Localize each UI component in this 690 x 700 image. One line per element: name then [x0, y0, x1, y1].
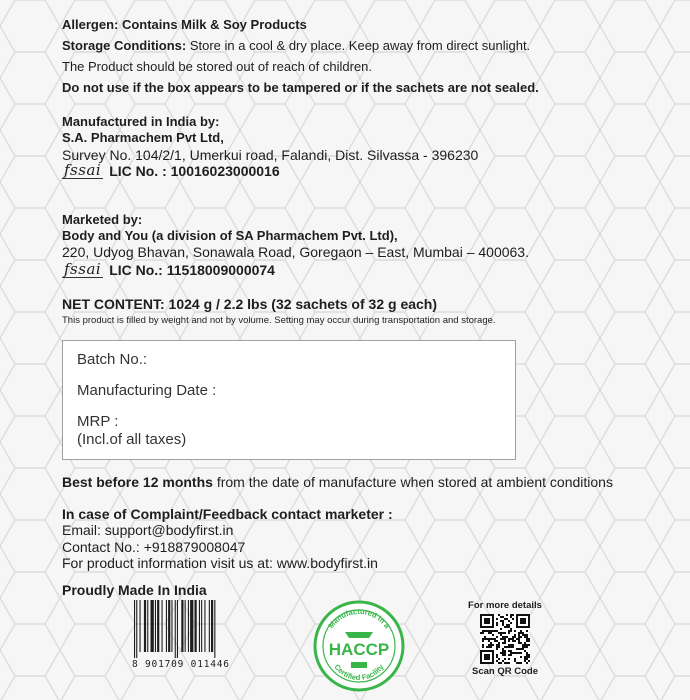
manufacturer-license [62, 163, 280, 179]
qr-module [524, 644, 526, 646]
barcode-bar [201, 600, 202, 652]
haccp-top-text: Manufactured in a [326, 606, 392, 631]
qr-module [490, 638, 492, 640]
qr-module [484, 630, 486, 632]
qr-module [510, 650, 512, 652]
qr-module [498, 646, 500, 648]
qr-module [506, 614, 508, 616]
qr-module [504, 658, 506, 660]
qr-module [506, 662, 508, 664]
qr-module [490, 646, 492, 648]
batch-info-box [62, 340, 516, 460]
qr-module [518, 640, 520, 642]
qr-module [526, 640, 528, 642]
net-content: NET CONTENT: 1024 g / 2.2 lbs (32 sachets of 32 g each) [62, 296, 438, 312]
qr-module [490, 632, 492, 634]
barcode-bar [181, 600, 183, 652]
barcode-number: 8 901709 011446 [132, 659, 230, 670]
qr-module [526, 654, 528, 656]
qr-module [496, 644, 498, 646]
storage-label: Storage Conditions: [62, 38, 187, 53]
haccp-seal-graphic [313, 600, 405, 692]
qr-module [510, 630, 512, 632]
qr-module [504, 632, 506, 634]
barcode-bar [162, 600, 163, 652]
manufacturing-date-label: Manufacturing Date : [77, 382, 217, 399]
contact-phone: Contact No.: +918879008047 [62, 539, 246, 555]
haccp-bottom-text: Certified Facility [332, 662, 386, 683]
qr-module [502, 648, 504, 650]
marketer-lic-number: LIC No.: 11518009000074 [109, 262, 275, 278]
qr-module [508, 632, 510, 634]
barcode-bar [195, 600, 197, 652]
qr-module [504, 646, 506, 648]
qr-module [514, 640, 516, 642]
qr-module [484, 638, 486, 640]
qr-module [502, 654, 504, 656]
qr-module [518, 638, 520, 640]
qr-module [514, 630, 516, 632]
qr-module [494, 640, 496, 642]
qr-module [520, 632, 522, 634]
qr-module [496, 654, 498, 656]
qr-module [496, 618, 498, 620]
qr-module [504, 642, 506, 644]
qr-module [500, 638, 502, 640]
qr-module [526, 644, 528, 646]
qr-module [520, 648, 522, 650]
qr-module [508, 654, 510, 656]
qr-module [526, 646, 528, 648]
qr-caption-bottom: Scan QR Code [472, 666, 538, 677]
qr-module [496, 656, 498, 658]
marketer-address: 220, Udyog Bhavan, Sonawala Road, Goregaon – East, Mumbai – 400063. [62, 244, 529, 260]
qr-module [488, 630, 490, 632]
qr-finder-center [520, 618, 526, 624]
qr-module [518, 652, 520, 654]
qr-module [518, 634, 520, 636]
qr-module [502, 616, 504, 618]
qr-module [508, 626, 510, 628]
qr-module [508, 658, 510, 660]
qr-module [528, 644, 530, 646]
qr-module [528, 660, 530, 662]
qr-module [482, 630, 484, 632]
qr-module [498, 642, 500, 644]
qr-module [524, 646, 526, 648]
qr-module [500, 616, 502, 618]
qr-module [512, 644, 514, 646]
qr-module [482, 632, 484, 634]
qr-module [502, 622, 504, 624]
qr-module [490, 630, 492, 632]
qr-module [516, 648, 518, 650]
qr-module [496, 622, 498, 624]
qr-code[interactable] [480, 614, 530, 664]
qr-module [510, 638, 512, 640]
barcode-bar [177, 600, 178, 658]
barcode-bar [144, 600, 146, 652]
made-in-india: Proudly Made In India [62, 582, 207, 598]
qr-module [528, 656, 530, 658]
qr-module [506, 624, 508, 626]
qr-module [516, 662, 518, 664]
qr-module [498, 662, 500, 664]
qr-module [502, 660, 504, 662]
allergen-text: Allergen: Contains Milk & Soy Products [62, 17, 307, 32]
barcode-bar [171, 600, 172, 652]
qr-module [500, 652, 502, 654]
qr-module [526, 634, 528, 636]
batch-number-label: Batch No.: [77, 351, 148, 368]
barcode-bar [199, 600, 200, 652]
qr-module [486, 646, 488, 648]
qr-module [514, 634, 516, 636]
storage-text: Store in a cool & dry place. Keep away from direct sunlight. [186, 38, 531, 53]
qr-module [510, 614, 512, 616]
qr-module [508, 646, 510, 648]
best-before-rest: from the date of manufacture when stored at ambient conditions [212, 474, 613, 490]
qr-module [498, 614, 500, 616]
qr-module [508, 630, 510, 632]
qr-module [512, 652, 514, 654]
qr-module [514, 660, 516, 662]
qr-module [488, 638, 490, 640]
barcode-bar [214, 600, 215, 658]
qr-module [510, 644, 512, 646]
qr-module [502, 652, 504, 654]
qr-module [496, 636, 498, 638]
best-before-line [62, 474, 613, 490]
haccp-seal [313, 600, 405, 692]
contact-heading: In case of Complaint/Feedback contact marketer : [62, 506, 393, 522]
qr-module [522, 646, 524, 648]
qr-module [508, 638, 510, 640]
qr-module [526, 638, 528, 640]
contact-email: Email: support@bodyfirst.in [62, 522, 234, 538]
qr-module [482, 644, 484, 646]
barcode-bar [166, 600, 167, 652]
qr-module [506, 626, 508, 628]
qr-module [520, 662, 522, 664]
qr-module [496, 640, 498, 642]
barcode-bar [190, 600, 193, 652]
qr-module [494, 630, 496, 632]
qr-module [508, 650, 510, 652]
barcode-bar [211, 600, 213, 652]
barcode-bars [132, 600, 250, 658]
qr-module [528, 654, 530, 656]
qr-module [524, 658, 526, 660]
qr-module [514, 636, 516, 638]
barcode-bar [204, 600, 205, 652]
fssai-logo: fssai [64, 260, 102, 278]
manufacturer-heading: Manufactured in India by: [62, 114, 220, 129]
qr-module [516, 638, 518, 640]
qr-module [492, 634, 494, 636]
mrp-tax-note: (Incl.of all taxes) [77, 431, 187, 448]
manufacturer-address: Survey No. 104/2/1, Umerkui road, Falandi, Dist. Silvassa - 396230 [62, 147, 479, 163]
storage-line [62, 38, 530, 54]
qr-module [504, 636, 506, 638]
qr-module [520, 652, 522, 654]
qr-module [504, 662, 506, 664]
qr-module [488, 640, 490, 642]
qr-module [496, 630, 498, 632]
qr-module [492, 630, 494, 632]
qr-module [502, 620, 504, 622]
qr-module [524, 656, 526, 658]
qr-module [496, 648, 498, 650]
qr-module [496, 646, 498, 648]
marketer-heading: Marketed by: [62, 212, 143, 227]
qr-module [504, 640, 506, 642]
qr-module [480, 632, 482, 634]
best-before-bold: Best before 12 months [62, 474, 213, 490]
qr-module [516, 652, 518, 654]
barcode-bar [185, 600, 186, 652]
qr-module [488, 644, 490, 646]
qr-module [506, 618, 508, 620]
qr-module [520, 636, 522, 638]
qr-module [510, 652, 512, 654]
qr-module [512, 638, 514, 640]
qr-module [520, 642, 522, 644]
barcode-bar [157, 600, 159, 652]
qr-code-block [461, 600, 549, 677]
qr-module [496, 660, 498, 662]
qr-finder-center [484, 654, 490, 660]
qr-module [524, 642, 526, 644]
qr-module [502, 650, 504, 652]
qr-module [498, 658, 500, 660]
qr-module [508, 662, 510, 664]
marketer-name: Body and You (a division of SA Pharmachem Pvt. Ltd), [62, 228, 398, 243]
qr-module [526, 630, 528, 632]
qr-module [506, 646, 508, 648]
qr-module [518, 636, 520, 638]
qr-module [498, 644, 500, 646]
qr-module [504, 638, 506, 640]
qr-finder-center [484, 618, 490, 624]
qr-module [518, 648, 520, 650]
qr-module [512, 646, 514, 648]
qr-module [504, 652, 506, 654]
qr-module [518, 632, 520, 634]
qr-module [526, 662, 528, 664]
tamper-warning: Do not use if the box appears to be tampered or if the sachets are not sealed. [62, 80, 539, 95]
qr-module [510, 628, 512, 630]
qr-module [520, 656, 522, 658]
qr-module [488, 632, 490, 634]
mrp-label: MRP : [77, 413, 119, 430]
barcode-bar [134, 600, 135, 658]
fill-note: This product is filled by weight and not by volume. Setting may occur during transportation and storage. [62, 315, 496, 326]
qr-module [492, 644, 494, 646]
haccp-main-text: HACCP [328, 640, 390, 659]
qr-module [482, 638, 484, 640]
qr-module [518, 662, 520, 664]
children-note: The Product should be stored out of reach of children. [62, 59, 373, 74]
qr-module [512, 636, 514, 638]
qr-module [510, 646, 512, 648]
qr-module [502, 642, 504, 644]
manufacturer-name: S.A. Pharmachem Pvt Ltd, [62, 130, 224, 145]
qr-module [524, 650, 526, 652]
qr-module [504, 618, 506, 620]
barcode-bar [175, 600, 176, 658]
qr-module [526, 652, 528, 654]
qr-module [490, 644, 492, 646]
qr-module [510, 616, 512, 618]
qr-module [524, 634, 526, 636]
barcode-bar [140, 600, 141, 652]
barcode-bar [209, 600, 210, 652]
qr-module [482, 640, 484, 642]
barcode-bar [147, 600, 148, 652]
qr-module [512, 640, 514, 642]
qr-module [500, 628, 502, 630]
qr-module [500, 620, 502, 622]
qr-module [512, 618, 514, 620]
fssai-logo: fssai [64, 161, 102, 179]
qr-module [500, 662, 502, 664]
qr-module [504, 654, 506, 656]
manufacturer-lic-number: LIC No. : 10016023000016 [109, 163, 280, 179]
qr-module [522, 634, 524, 636]
qr-module [522, 644, 524, 646]
qr-module [514, 652, 516, 654]
qr-module [498, 632, 500, 634]
qr-module [524, 660, 526, 662]
qr-module [484, 636, 486, 638]
barcode [132, 600, 250, 670]
qr-module [528, 638, 530, 640]
marketer-license [62, 262, 275, 278]
qr-module [488, 646, 490, 648]
qr-module [500, 634, 502, 636]
barcode-bar [155, 600, 156, 652]
qr-module [486, 638, 488, 640]
qr-module [526, 658, 528, 660]
barcode-bar [136, 600, 137, 658]
barcode-bar [168, 600, 170, 652]
qr-caption-top: For more details [468, 600, 542, 611]
qr-module [508, 640, 510, 642]
qr-module [508, 644, 510, 646]
barcode-bar [188, 600, 189, 652]
qr-module [510, 622, 512, 624]
qr-module [526, 636, 528, 638]
qr-module [504, 626, 506, 628]
qr-module [504, 650, 506, 652]
qr-module [502, 638, 504, 640]
qr-module [492, 638, 494, 640]
qr-module [518, 642, 520, 644]
qr-module [512, 614, 514, 616]
qr-module [490, 642, 492, 644]
qr-module [502, 624, 504, 626]
qr-module [482, 646, 484, 648]
qr-module [520, 630, 522, 632]
qr-module [508, 620, 510, 622]
qr-module [502, 632, 504, 634]
qr-module [506, 636, 508, 638]
qr-module [508, 624, 510, 626]
qr-module [514, 658, 516, 660]
qr-module [528, 640, 530, 642]
qr-module [522, 648, 524, 650]
qr-module [496, 624, 498, 626]
barcode-bar [151, 600, 154, 652]
qr-module [526, 656, 528, 658]
qr-module [500, 632, 502, 634]
product-website: For product information visit us at: www.bodyfirst.in [62, 555, 378, 571]
qr-module [522, 632, 524, 634]
qr-module [494, 638, 496, 640]
qr-module [486, 630, 488, 632]
qr-module [524, 636, 526, 638]
qr-module [510, 654, 512, 656]
qr-module [502, 636, 504, 638]
